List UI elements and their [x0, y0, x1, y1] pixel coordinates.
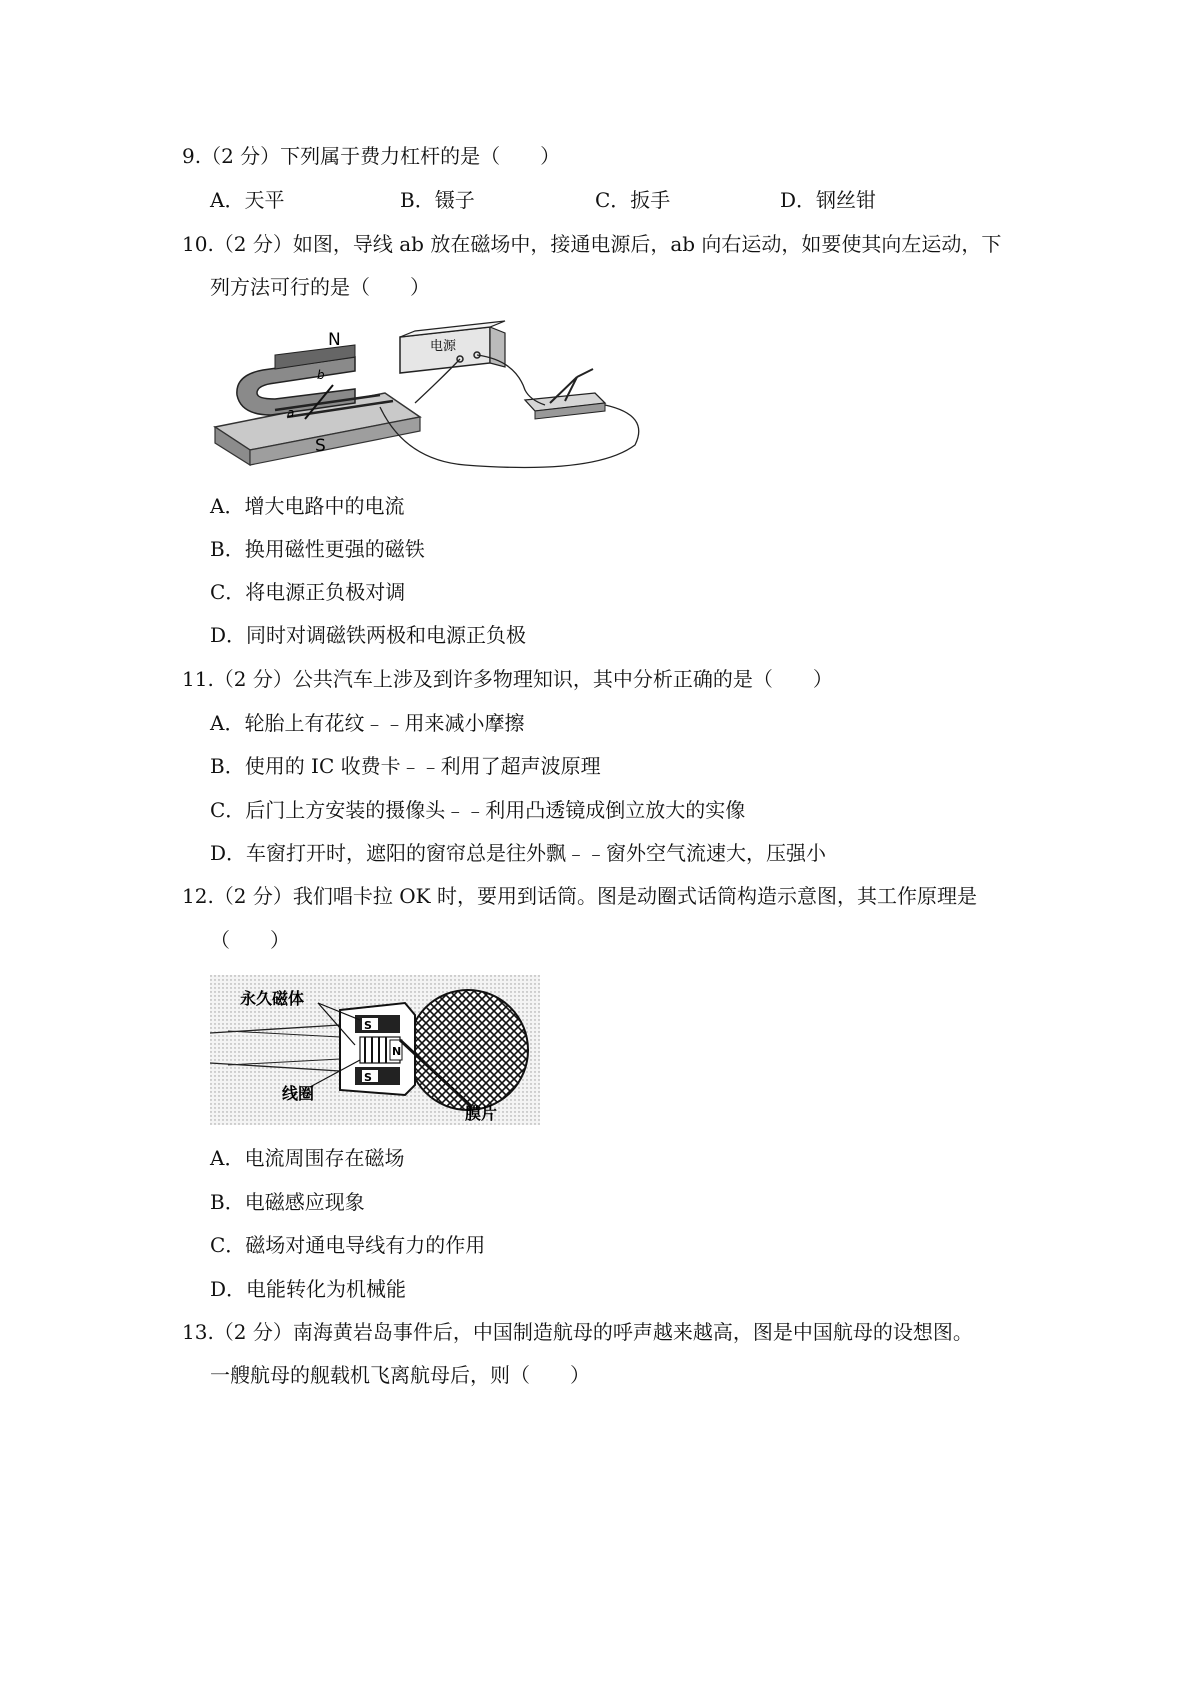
- q10-label-b: b: [317, 368, 325, 382]
- q13-stem-line-2: 一艘航母的舰载机飞离航母后，则（ ）: [210, 1363, 590, 1387]
- q12-option-b: B．电磁感应现象: [210, 1190, 365, 1214]
- q11-option-d: D．车窗打开时，遮阳的窗帘总是往外飘﹣﹣窗外空气流速大，压强小: [210, 841, 827, 865]
- q10-label-a: a: [287, 406, 295, 420]
- q11-option-b: B．使用的 IC 收费卡﹣﹣利用了超声波原理: [210, 754, 601, 778]
- q10-figure-magnet-circuit: [205, 315, 645, 485]
- q11-stem: 11.（2 分）公共汽车上涉及到许多物理知识，其中分析正确的是（ ）: [182, 667, 833, 691]
- q12-stem-line-2: （ ）: [210, 928, 290, 952]
- q12-label-s-bottom: S: [364, 1071, 372, 1084]
- q10-label-s: S: [315, 436, 326, 456]
- q10-label-power: 电源: [430, 339, 457, 354]
- q12-label-coil: 线圈: [282, 1084, 315, 1103]
- q9-option-b: B．镊子: [400, 188, 475, 212]
- q12-figure-microphone: [210, 975, 540, 1125]
- q11-option-c: C．后门上方安装的摄像头﹣﹣利用凸透镜成倒立放大的实像: [210, 798, 746, 822]
- q12-option-a: A．电流周围存在磁场: [210, 1146, 405, 1170]
- q9-option-c: C．扳手: [595, 188, 671, 212]
- q10-option-a: A．增大电路中的电流: [210, 494, 405, 518]
- q10-label-n: N: [328, 330, 341, 350]
- q10-stem-line-1: 10.（2 分）如图，导线 ab 放在磁场中，接通电源后，ab 向右运动，如要使其向左运动，下: [182, 232, 1002, 256]
- q12-label-diaphragm: 膜片: [465, 1104, 498, 1123]
- q10-stem-line-2: 列方法可行的是（ ）: [210, 275, 430, 299]
- q9-option-d: D．钢丝钳: [780, 188, 877, 212]
- q9-option-a: A．天平: [210, 188, 285, 212]
- q12-label-n: N: [392, 1045, 402, 1058]
- q12-label-s-top: S: [364, 1019, 372, 1032]
- q12-stem-line-1: 12.（2 分）我们唱卡拉 OK 时，要用到话筒。图是动圈式话筒构造示意图，其工作原理是: [182, 884, 977, 908]
- q12-option-c: C．磁场对通电导线有力的作用: [210, 1233, 486, 1257]
- q9-options: [210, 186, 1010, 214]
- q10-option-b: B．换用磁性更强的磁铁: [210, 537, 425, 561]
- q10-option-d: D．同时对调磁铁两极和电源正负极: [210, 623, 527, 647]
- q11-option-a: A．轮胎上有花纹﹣﹣用来减小摩擦: [210, 711, 525, 735]
- q9-stem: 9.（2 分）下列属于费力杠杆的是（ ）: [182, 144, 561, 168]
- q12-label-magnet: 永久磁体: [240, 989, 305, 1008]
- q10-option-c: C．将电源正负极对调: [210, 580, 406, 604]
- q12-option-d: D．电能转化为机械能: [210, 1277, 407, 1301]
- q13-stem-line-1: 13.（2 分）南海黄岩岛事件后，中国制造航母的呼声越来越高，图是中国航母的设想图。: [182, 1320, 973, 1344]
